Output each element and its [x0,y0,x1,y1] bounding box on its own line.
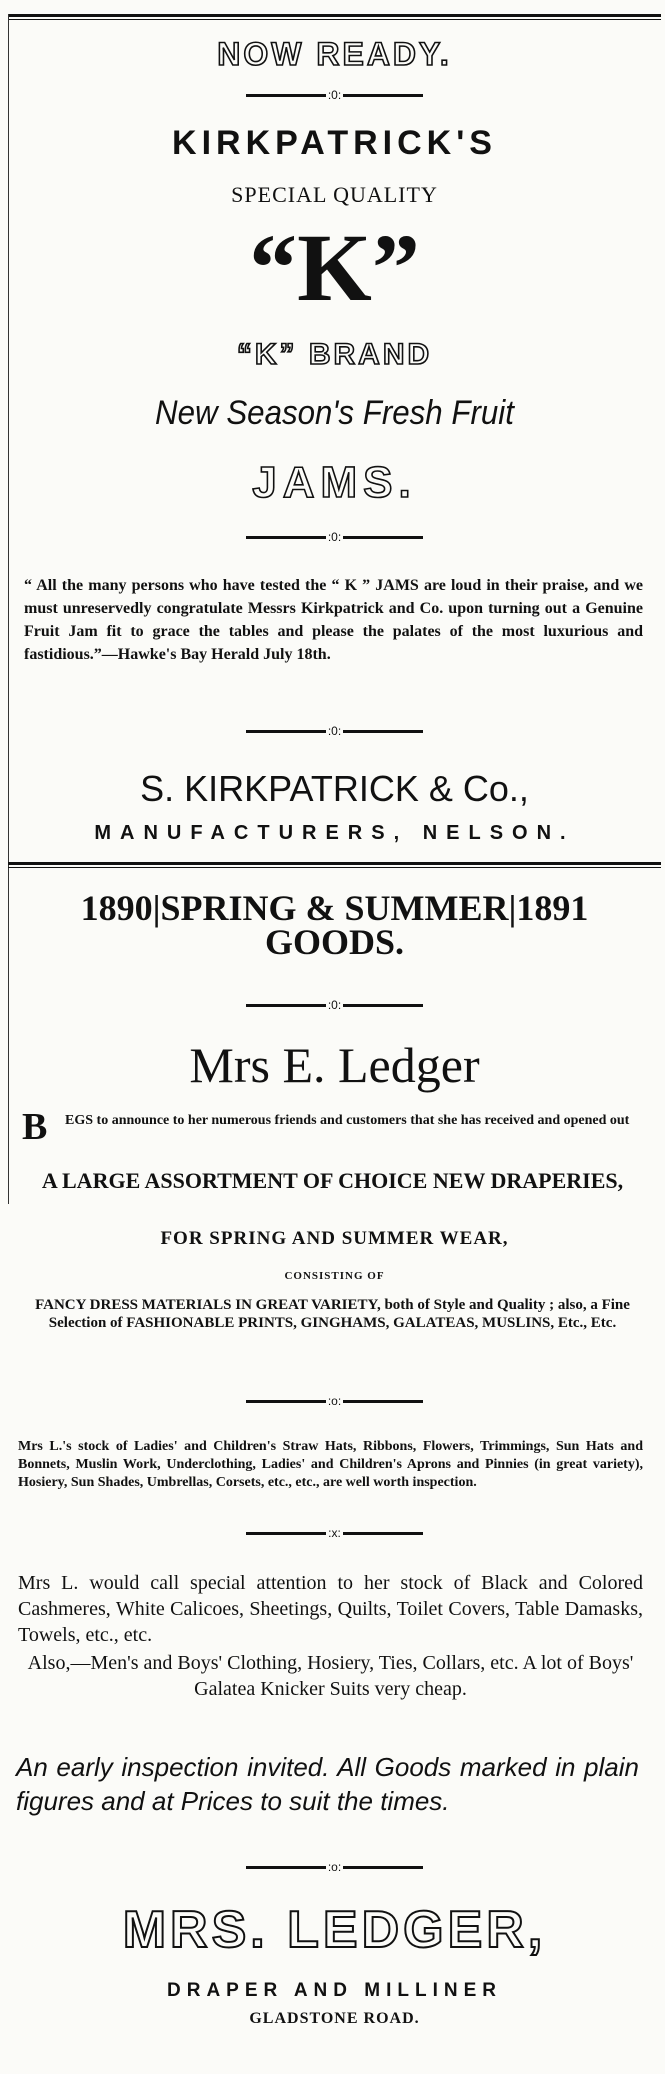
announcement-text: EGS to announce to her numerous friends and customers that she has received and opened out [65,1113,630,1128]
attention-text: Mrs L. would call special attention to her stock of Black and Colored Cashmeres, White Calicoes, Sheetings, Quilts, Toilet Covers, Table Damasks, Towels, etc., etc. [18,1572,643,1646]
consisting-of: CONSISTING OF [284,1270,385,1282]
divider [14,1526,655,1540]
divider [14,998,655,1012]
divider-label: :o: [327,1860,342,1874]
inspection-notice: An early inspection invited. All Goods marked in plain figures and at Prices to suit the times. [16,1752,639,1816]
now-ready-heading: NOW READY. [217,36,452,72]
divider [14,88,655,102]
divider-label: :x: [328,1526,341,1540]
divider-label: :0: [327,998,342,1012]
new-season-heading: New Season's Fresh Fruit [155,394,514,432]
top-rule [8,14,661,20]
big-k-logo: “K” [249,214,420,321]
assortment-heading: A LARGE ASSORTMENT OF CHOICE NEW DRAPERIES, [41,1168,624,1193]
section-rule [8,862,661,868]
also-text: Also,—Men's and Boys' Clothing, Hosiery, Ties, Collars, etc. A lot of Boys' Galatea Knicker Suits very cheap. [27,1652,634,1700]
column-border [8,14,9,1204]
goods-heading: GOODS. [264,922,405,962]
address-line: GLADSTONE ROAD. [249,2010,420,2027]
manufacturers-line: MANUFACTURERS, NELSON. [94,822,575,844]
divider [14,1394,655,1408]
special-quality: SPECIAL QUALITY [231,182,438,207]
testimonial-text: “ All the many persons who have tested the “ K ” JAMS are loud in their praise, and we must unreservedly congratulate Messrs Kirkpatrick and Co. upon turning out a Genuine Fruit Jam fit to grace the tables and please the palates of the most luxurious and fastidious.”—Hawke's Bay Herald July 18th. [24,577,643,663]
merchant-name: Mrs E. Ledger [189,1037,480,1093]
fancy-materials: FANCY DRESS MATERIALS IN GREAT VARIETY, both of Style and Quality ; also, a Fine Selection of FASHIONABLE PRINTS, GINGHAMS, GALATEAS, MUSLINS, Etc., Etc. [35,1297,630,1331]
jams-heading: JAMS. [252,458,417,507]
stock-text: Mrs L.'s stock of Ladies' and Children's Straw Hats, Ribbons, Flowers, Trimmings, Sun Hats and Bonnets, Muslin Work, Underclothing, Ladies' and Children's Aprons and Pinnies (in great variety), Hosiery, Sun Shades, Umbrellas, Corsets, etc., etc., are well worth inspection. [18,1439,643,1490]
draper-line: DRAPER AND MILLINER [167,1980,502,2001]
announcement [22,1106,643,1148]
k-brand-heading: “K” BRAND [236,338,433,371]
divider [14,1860,655,1874]
brand-name: KIRKPATRICK'S [172,124,497,162]
divider [14,530,655,544]
divider-label: :o: [327,1394,342,1408]
company-name: S. KIRKPATRICK & Co., [140,768,529,809]
divider-label: :0: [327,530,342,544]
season-heading: 1890|SPRING & SUMMER|1891 [80,888,589,928]
footer-merchant-name: MRS. LEDGER, [122,1901,547,1959]
divider [14,724,655,738]
divider-label: :0: [327,88,342,102]
drop-cap: B [22,1106,48,1148]
for-spring-heading: FOR SPRING AND SUMMER WEAR, [160,1228,509,1249]
divider-label: :0: [327,724,342,738]
